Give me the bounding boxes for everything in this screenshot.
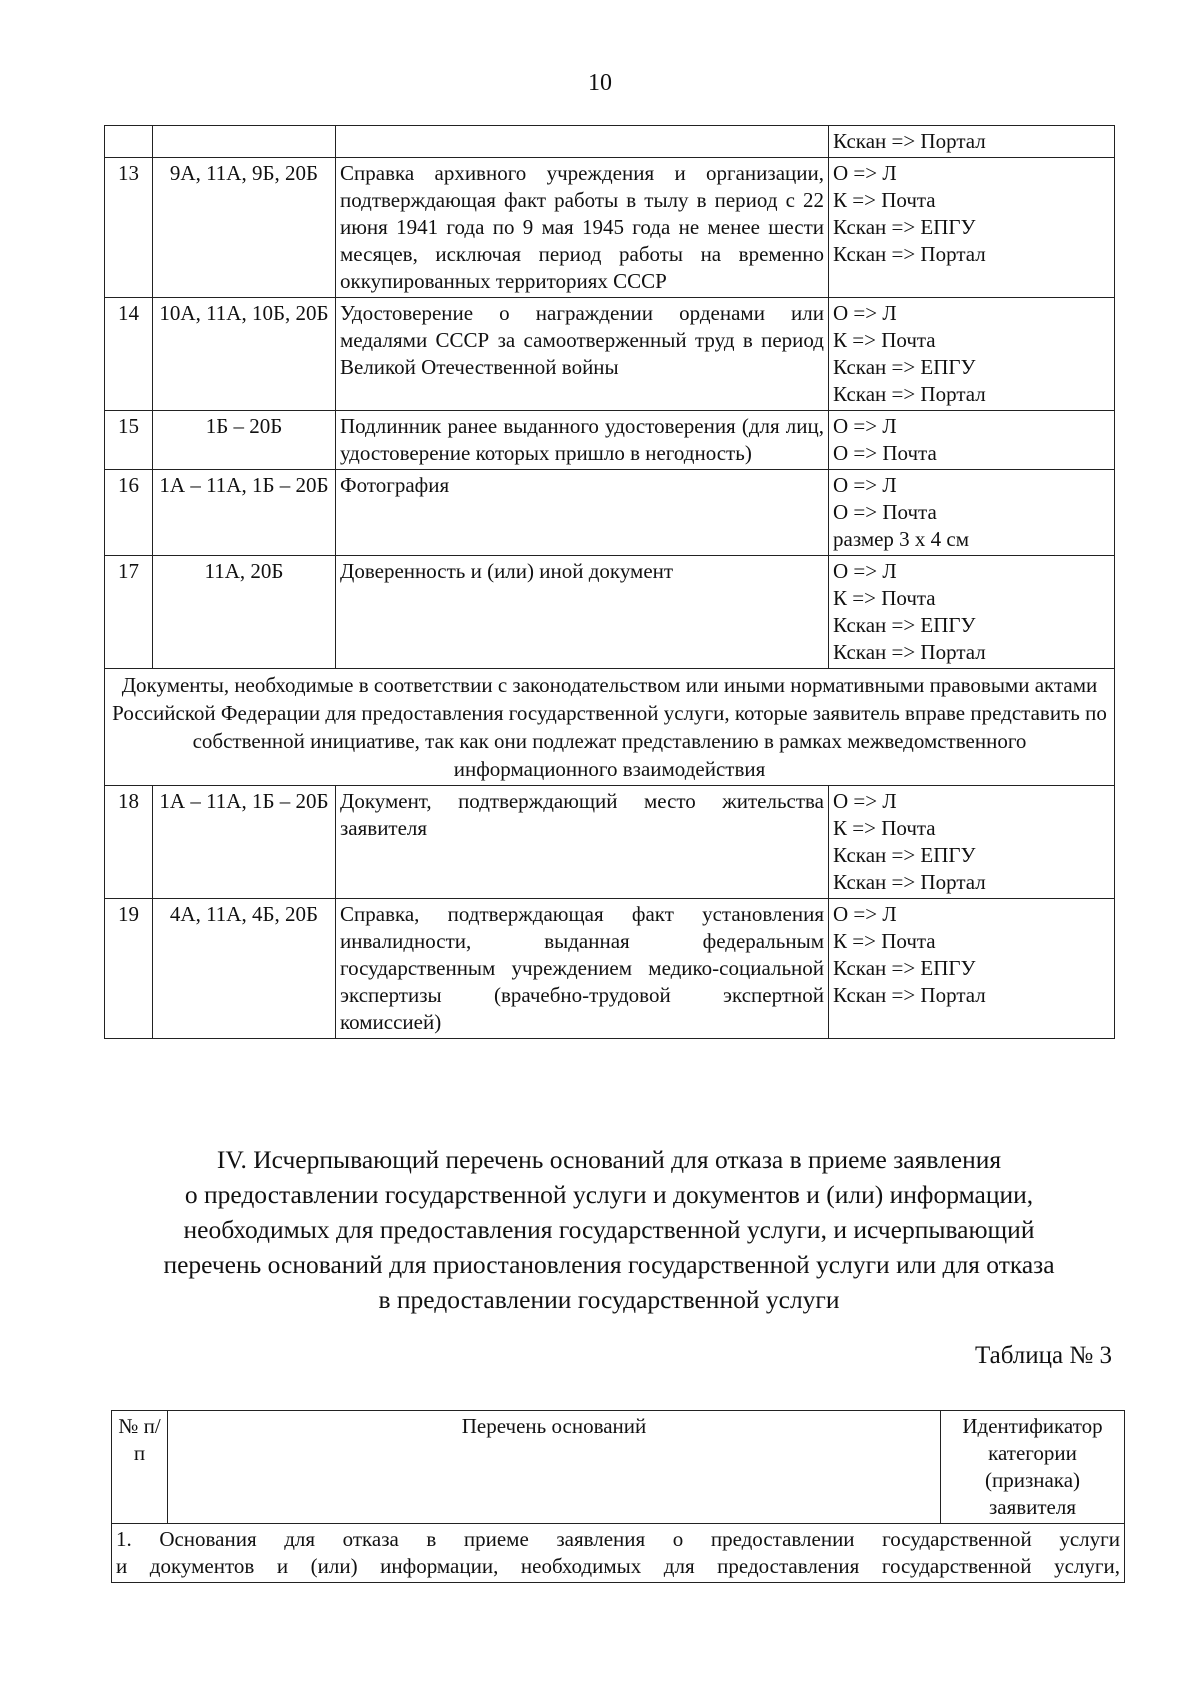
way-line: Кскан => ЕПГУ bbox=[833, 355, 976, 379]
table-row-19 bbox=[105, 899, 1115, 1039]
reasons-row-1 bbox=[112, 1524, 1125, 1583]
way-line: Кскан => ЕПГУ bbox=[833, 956, 976, 980]
ways-cell bbox=[829, 126, 1115, 158]
way-line: Кскан => Портал bbox=[833, 129, 986, 153]
way-line: Кскан => ЕПГУ bbox=[833, 613, 976, 637]
document-name: Фотография bbox=[336, 470, 829, 556]
header-reasons: Перечень оснований bbox=[168, 1411, 941, 1524]
reasons-table bbox=[111, 1410, 1125, 1583]
documents-table bbox=[104, 125, 1115, 1039]
table-label: Таблица № 3 bbox=[974, 1342, 1112, 1369]
table-row-continuation bbox=[105, 126, 1115, 158]
table-row-13 bbox=[105, 158, 1115, 298]
submission-methods bbox=[829, 470, 1115, 556]
row-number: 13 bbox=[105, 158, 153, 298]
submission-methods bbox=[829, 411, 1115, 470]
document-name: Удостоверение о награждении орденами или медалями СССР за самоотверженный труд в период Великой Отечественной войны bbox=[336, 298, 829, 411]
section-title-line: в предоставлении государственной услуги bbox=[378, 1285, 840, 1314]
section-title-line: о предоставлении государственной услуги и документов и (или) информации, bbox=[184, 1180, 1034, 1209]
way-line: О => Почта bbox=[833, 500, 937, 524]
way-line: К => Почта bbox=[833, 188, 936, 212]
way-line: К => Почта bbox=[833, 328, 936, 352]
way-line: О => Л bbox=[833, 789, 897, 813]
way-line: Кскан => Портал bbox=[833, 983, 986, 1007]
category-codes: 9А, 11А, 9Б, 20Б bbox=[153, 158, 336, 298]
way-line: Кскан => Портал bbox=[833, 382, 986, 406]
way-line: К => Почта bbox=[833, 816, 936, 840]
table-row-18 bbox=[105, 786, 1115, 899]
way-line: О => Л bbox=[833, 902, 897, 926]
document-cell bbox=[336, 126, 829, 158]
reason-line: и документов и (или) информации, необходимых для предоставления государственной услуги, bbox=[116, 1554, 1120, 1578]
way-line: О => Л bbox=[833, 414, 897, 438]
section-title-line: перечень оснований для приостановления государственной услуги или для отказа bbox=[163, 1250, 1055, 1279]
table-row-15 bbox=[105, 411, 1115, 470]
header-num: № п/п bbox=[112, 1411, 168, 1524]
category-codes: 11А, 20Б bbox=[153, 556, 336, 669]
way-line: О => Л bbox=[833, 473, 897, 497]
submission-methods bbox=[829, 899, 1115, 1039]
row-number: 19 bbox=[105, 899, 153, 1039]
category-codes: 1А – 11А, 1Б – 20Б bbox=[153, 786, 336, 899]
row-number: 18 bbox=[105, 786, 153, 899]
way-line: Кскан => Портал bbox=[833, 242, 986, 266]
document-name: Справка архивного учреждения и организации, подтверждающая факт работы в тылу в период с 22 июня 1941 года по 9 мая 1945 года не менее шести месяцев, исключая период работы на временно оккупированных территориях СССР bbox=[336, 158, 829, 298]
section-title-line: IV. Исчерпывающий перечень оснований для отказа в приеме заявления bbox=[216, 1145, 1002, 1174]
row-number: 16 bbox=[105, 470, 153, 556]
table-section-heading-row bbox=[105, 669, 1115, 786]
reason-group-heading bbox=[112, 1524, 1125, 1583]
category-codes: 1Б – 20Б bbox=[153, 411, 336, 470]
way-line: О => Л bbox=[833, 559, 897, 583]
table-row-17 bbox=[105, 556, 1115, 669]
document-name: Документ, подтверждающий место жительства заявителя bbox=[336, 786, 829, 899]
header-category: Идентификатор категории (признака) заявителя bbox=[941, 1411, 1125, 1524]
table-row-14 bbox=[105, 298, 1115, 411]
document-name: Справка, подтверждающая факт установления инвалидности, выданная федеральным государственным учреждением медико-социальной экспертизы (врачебно-трудовой экспертной комиссией) bbox=[336, 899, 829, 1039]
row-number: 14 bbox=[105, 298, 153, 411]
way-line: О => Почта bbox=[833, 441, 937, 465]
way-line: О => Л bbox=[833, 161, 897, 185]
section-heading: Документы, необходимые в соответствии с законодательством или иными нормативными правовыми актами Российской Федерации для предоставления государственной услуги, которые заявитель вправе представить по собственной инициативе, так как они подлежат представлению в рамках межведомственного информационного взаимодействия bbox=[105, 669, 1115, 786]
page-number: 10 bbox=[588, 70, 612, 96]
submission-methods bbox=[829, 158, 1115, 298]
submission-methods bbox=[829, 298, 1115, 411]
way-line: размер 3 х 4 см bbox=[833, 527, 970, 551]
way-line: К => Почта bbox=[833, 586, 936, 610]
way-line: Кскан => Портал bbox=[833, 640, 986, 664]
table-row-16 bbox=[105, 470, 1115, 556]
reason-line: 1. Основания для отказа в приеме заявления о предоставлении государственной услуги bbox=[116, 1527, 1120, 1551]
way-line: Кскан => Портал bbox=[833, 870, 986, 894]
way-line: Кскан => ЕПГУ bbox=[833, 843, 976, 867]
submission-methods bbox=[829, 786, 1115, 899]
row-number: 15 bbox=[105, 411, 153, 470]
section-title-line: необходимых для предоставления государственной услуги, и исчерпывающий bbox=[183, 1215, 1035, 1244]
document-name: Доверенность и (или) иной документ bbox=[336, 556, 829, 669]
reasons-header-row bbox=[112, 1411, 1125, 1524]
category-codes: 4А, 11А, 4Б, 20Б bbox=[153, 899, 336, 1039]
way-line: К => Почта bbox=[833, 929, 936, 953]
way-line: Кскан => ЕПГУ bbox=[833, 215, 976, 239]
codes-cell bbox=[153, 126, 336, 158]
num-cell bbox=[105, 126, 153, 158]
document-name: Подлинник ранее выданного удостоверения (для лиц, удостоверение которых пришло в негодность) bbox=[336, 411, 829, 470]
section-iv-title bbox=[104, 1142, 1114, 1317]
submission-methods bbox=[829, 556, 1115, 669]
way-line: О => Л bbox=[833, 301, 897, 325]
category-codes: 10А, 11А, 10Б, 20Б bbox=[153, 298, 336, 411]
category-codes: 1А – 11А, 1Б – 20Б bbox=[153, 470, 336, 556]
row-number: 17 bbox=[105, 556, 153, 669]
